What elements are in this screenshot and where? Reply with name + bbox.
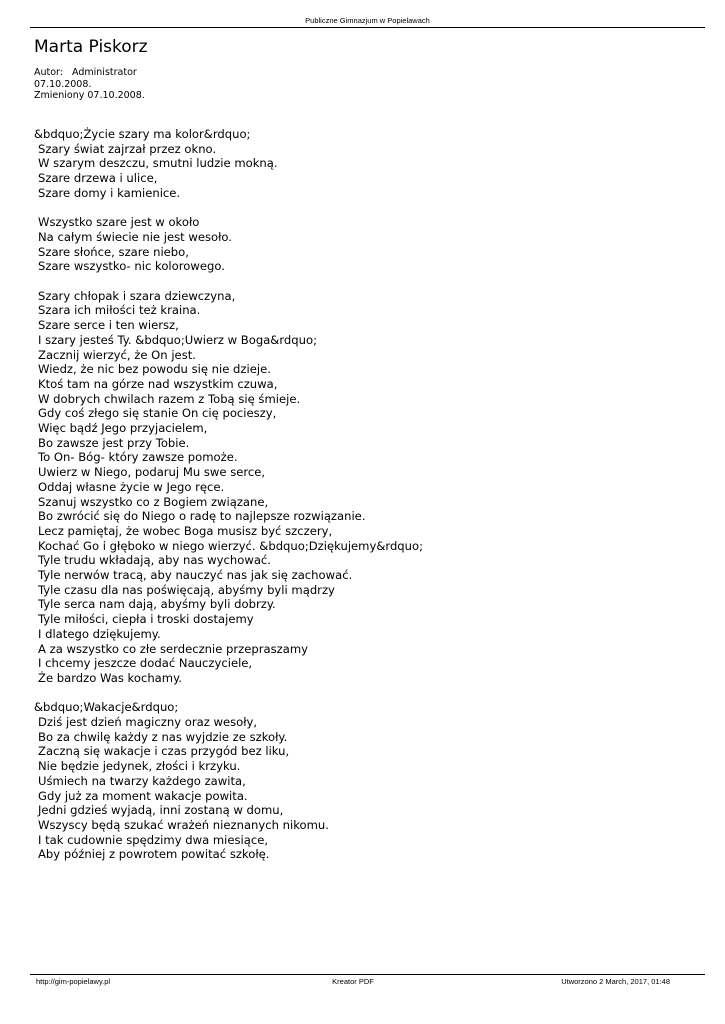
poem-line: Jedni gdzieś wyjadą, inni zostaną w domu, <box>38 803 284 818</box>
poem-line: W dobrych chwilach razem z Tobą się śmieje. <box>38 391 301 406</box>
poem-line: Bo zwrócić się do Niego o radę to najlepsze rozwiązanie. <box>38 509 366 524</box>
poem-title: &bdquo;Życie szary ma kolor&rdquo; <box>34 127 251 141</box>
poem-line: Gdy już za moment wakacje powita. <box>38 788 248 803</box>
footer-generator: Kreator PDF <box>332 977 374 986</box>
poem-line: I dlatego dziękujemy. <box>38 626 161 641</box>
poem-line: Szare drzewa i ulice, <box>38 171 158 186</box>
poem-line: Uśmiech na twarzy każdego zawita, <box>38 773 246 788</box>
poem-line: Wszyscy będą szukać wrażeń nieznanych nikomu. <box>38 818 329 832</box>
author-label: Autor: <box>34 67 63 78</box>
poem-line: Tyle serca nam dają, abyśmy byli dobrzy. <box>38 597 276 612</box>
footer-url: http://gim-popielawy.pl <box>36 977 111 986</box>
modified-date: Zmieniony 07.10.2008. <box>34 90 145 101</box>
article-title: Marta Piskorz <box>34 37 148 57</box>
poem-line: Szanuj wszystko co z Bogiem związane, <box>38 494 269 509</box>
poem-line: Tyle nerwów tracą, aby nauczyć nas jak się zachować. <box>38 568 353 583</box>
author-name: Administrator <box>72 67 137 78</box>
poem <box>34 127 674 686</box>
created-date: 07.10.2008. <box>34 78 92 90</box>
poem-line: Nie będzie jedynek, złości i krzyku. <box>38 759 241 774</box>
page-header <box>30 16 705 25</box>
poem-line: Szary świat zajrzał przez okno. <box>38 141 217 156</box>
poem-line: Tyle czasu dla nas poświęcają, abyśmy byli mądrzy <box>38 582 335 597</box>
poem-line: Szare słońce, szare niebo, <box>38 244 189 259</box>
poem-line: To On- Bóg- który zawsze pomoże. <box>38 450 238 465</box>
stanza <box>34 215 674 274</box>
poem-line: Na całym świecie nie jest wesoło. <box>38 229 232 244</box>
poem-line: Że bardzo Was kochamy. <box>38 670 182 685</box>
poem-line: Gdy coś złego się stanie On cię pocieszy, <box>38 406 277 421</box>
article-body <box>34 127 674 877</box>
footer-divider <box>30 974 705 975</box>
header-divider <box>30 27 705 28</box>
site-name: Publiczne Gimnazjum w Popielawach <box>305 16 430 25</box>
poem-line: A za wszystko co złe serdecznie przepraszamy <box>38 641 309 656</box>
poem-line: Aby później z powrotem powitać szkołę. <box>38 847 270 862</box>
poem-line: Bo za chwilę każdy z nas wyjdzie ze szkoły. <box>38 729 288 744</box>
poem-line: W szarym deszczu, smutni ludzie mokną. <box>38 156 278 171</box>
poem-line: Zacznij wierzyć, że On jest. <box>38 347 196 362</box>
poem-line: Szare domy i kamienice. <box>38 185 181 200</box>
poem-line: Szare serce i ten wiersz, <box>38 318 179 333</box>
poem-line: Szara ich miłości też kraina. <box>38 303 201 318</box>
stanza <box>34 142 674 201</box>
poem-line: Wiedz, że nic bez powodu się nie dzieje. <box>38 362 271 377</box>
poem-line: I szary jesteś Ty. &bdquo;Uwierz w Boga&rdquo; <box>38 332 317 347</box>
poem-line: Uwierz w Niego, podaruj Mu swe serce, <box>38 465 266 480</box>
poem-line: Oddaj własne życie w Jego ręce. <box>38 479 225 494</box>
poem <box>34 700 674 862</box>
stanza <box>34 289 674 686</box>
poem-line: Ktoś tam na górze nad wszystkim czuwa, <box>38 376 278 391</box>
poem-line: Lecz pamiętaj, że wobec Boga musisz być szczery, <box>38 523 333 538</box>
poem-line: Dziś jest dzień magiczny oraz wesoły, <box>38 715 258 730</box>
poem-line: Tyle trudu wkładają, aby nas wychować. <box>38 553 271 568</box>
poem-line: I tak cudownie spędzimy dwa miesiące, <box>38 832 269 847</box>
poem-line: Więc bądź Jego przyjacielem, <box>38 421 208 436</box>
poem-line: Wszystko szare jest w około <box>38 215 200 230</box>
article-meta <box>34 67 145 102</box>
poem-line: Zaczną się wakacje i czas przygód bez liku, <box>38 744 290 759</box>
poem-line: Szare wszystko- nic kolorowego. <box>38 259 225 274</box>
author-line <box>34 67 145 79</box>
poem-line: Tyle miłości, ciepła i troski dostajemy <box>38 612 254 627</box>
poem-line: Kochać Go i głęboko w niego wierzyć. &bdquo;Dziękujemy&rdquo; <box>38 538 424 553</box>
footer-created: Utworzono 2 March, 2017, 01:48 <box>561 977 670 986</box>
poem-line: Bo zawsze jest przy Tobie. <box>38 435 190 450</box>
poem-title: &bdquo;Wakacje&rdquo; <box>34 700 179 715</box>
stanza <box>34 715 674 862</box>
poem-line: Szary chłopak i szara dziewczyna, <box>38 288 236 303</box>
poem-line: I chcemy jeszcze dodać Nauczyciele, <box>38 656 253 671</box>
